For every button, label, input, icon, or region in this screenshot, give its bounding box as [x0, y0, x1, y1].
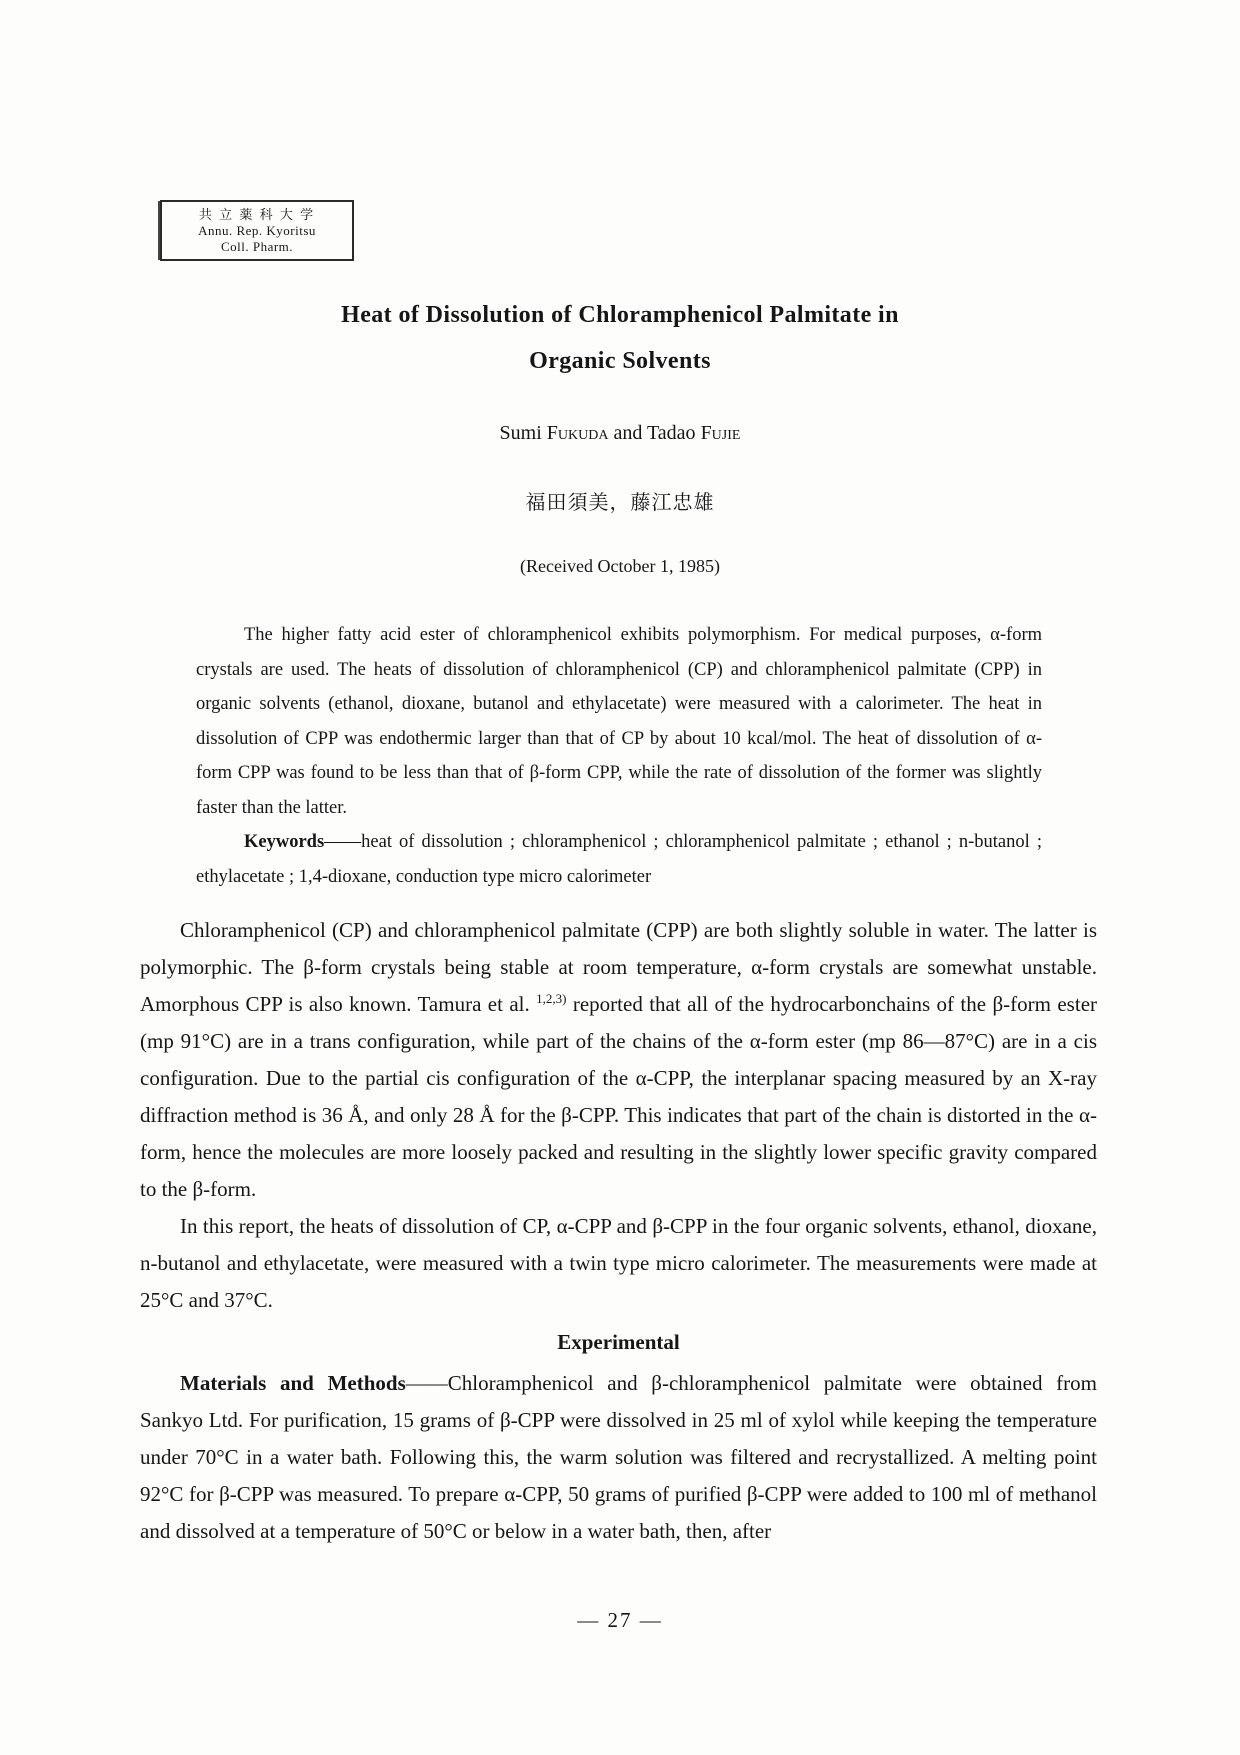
page-number: — 27 — [577, 1608, 663, 1632]
authors-connector: and [613, 422, 643, 444]
author2-given: Tadao [646, 422, 696, 444]
paper-title-line2: Organic Solvents [529, 348, 711, 374]
main-text [140, 912, 1097, 1550]
received-date: (Received October 1, 1985) [520, 556, 720, 576]
keywords-label: Keywords [244, 832, 325, 852]
library-stamp-box [160, 200, 354, 261]
authors-japanese: 福田須美，藤江忠雄 [525, 492, 715, 514]
para3-dash: —— [405, 1371, 448, 1395]
author2-surname: Fujie [700, 422, 741, 444]
materials-and-methods-leadin: Materials and Methods [180, 1371, 406, 1395]
stamp-university-name: 共 立 薬 科 大 学 [198, 207, 316, 222]
stamp-college-line: Coll. Pharm. [220, 239, 294, 254]
author-line [0, 422, 1240, 445]
keywords-text: ——heat of dissolution ; chloramphenicol ; chloramphenicol palmitate ; ethanol ; n-butanol ; ethylacetate ; 1,4-dioxane, conduction type micro calorimeter [196, 832, 1042, 887]
paper-title [0, 292, 1240, 384]
para3-text: Chloramphenicol and β-chloramphenicol palmitate were obtained from Sankyo Ltd. For purification, 15 grams of β-CPP were dissolved in 25 ml of xylol while keeping the temperature under 70°C in a water bath. Following this, the warm solution was filtered and recrystallized. A melting point 92°C for β-CPP was measured. To prepare α-CPP, 50 grams of purified β-CPP were added to 100 ml of methanol and dissolved at a temperature of 50°C or below in a water bath, then, after [140, 1371, 1097, 1543]
section-heading-experimental: Experimental [557, 1330, 680, 1354]
abstract-block [196, 618, 1042, 894]
abstract-text: The higher fatty acid ester of chloramphenicol exhibits polymorphism. For medical purposes, α-form crystals are used. The heats of dissolution of chloramphenicol (CP) and chloramphenicol palmitate (CPP) in organic solvents (ethanol, dioxane, butanol and ethylacetate) were measured with a calorimeter. The heat in dissolution of CPP was endothermic larger than that of CP by about 10 kcal/mol. The heat of dissolution of α-form CPP was found to be less than that of β-form CPP, while the rate of dissolution of the former was slightly faster than the latter. [196, 625, 1042, 818]
author1-surname: Fukuda [546, 422, 609, 444]
para1-text-a: Chloramphenicol (CP) and chloramphenicol palmitate (CPP) are both slightly soluble in water. The latter is polymorphic. The β-form crystals being stable at room temperature, α-form crystals are somewhat unstable. Amorphous CPP is also known. Tamura et al. [140, 918, 1097, 1016]
reference-superscript: 1,2,3) [536, 991, 567, 1006]
keywords-line [196, 825, 1042, 894]
body-paragraph-2: In this report, the heats of dissolution of CP, α-CPP and β-CPP in the four organic solvents, ethanol, dioxane, n-butanol and ethylacetate, were measured with a twin type micro calorimeter. The measurements were made at 25°C and 37°C. [140, 1214, 1097, 1312]
author1-given: Sumi [499, 422, 542, 444]
stamp-report-line: Annu. Rep. Kyoritsu [198, 223, 316, 238]
body-paragraph-1 [140, 912, 1097, 1208]
paper-title-line1: Heat of Dissolution of Chloramphenicol Palmitate in [341, 302, 899, 328]
para1-text-b: reported that all of the hydrocarbonchains of the β-form ester (mp 91°C) are in a trans configuration, while part of the chains of the α-form ester (mp 86—87°C) are in a cis configuration. Due to the partial cis configuration of the α-CPP, the interplanar spacing measured by an X-ray diffraction method is 36 Å, and only 28 Å for the β-CPP. This indicates that part of the chain is distorted in the α-form, hence the molecules are more loosely packed and resulting in the slightly lower specific gravity compared to the β-form. [140, 992, 1098, 1201]
body-paragraph-3 [140, 1365, 1097, 1550]
